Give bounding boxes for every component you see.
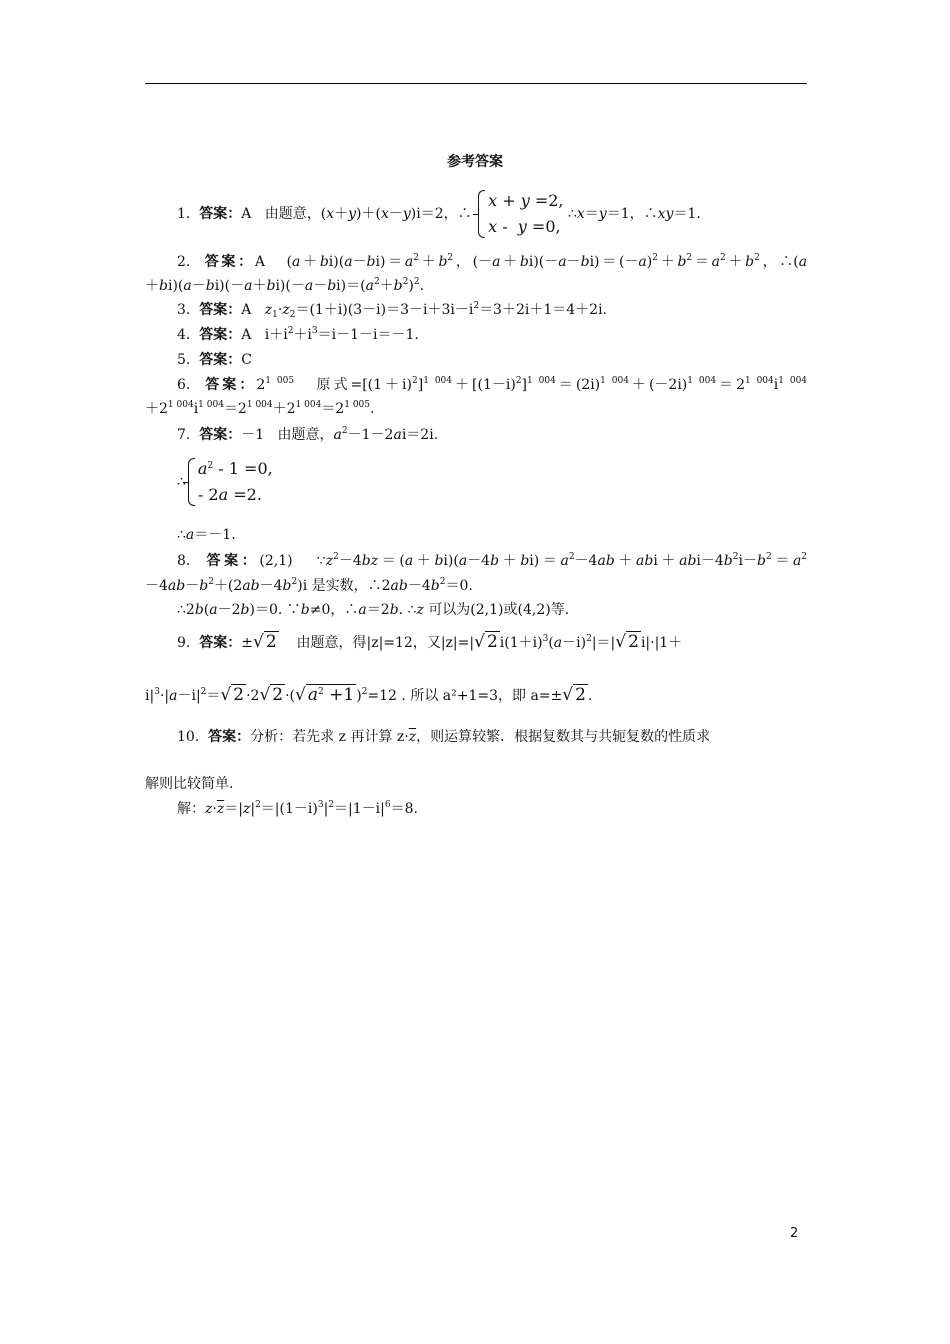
answer-3: 3. 答案：A $z_1\cdot z_2=(1+i)(3-i)=3-i+3i-i^2=3+2i+1=4+2i$. (177, 301, 608, 320)
answer-5: 5. 答案：C (177, 352, 252, 368)
answer-9-cont: $i|^3\cdot|a-i|^2=√$ 2 ·2√ 2 ·(√ $a^2 +1$ )$^2$=12 . 所以 a²+1=3，即 a=±√ 2 . (145, 685, 593, 705)
header-rule (145, 83, 807, 84)
answer-6-cont: $+2^{1 004}i^{1 004}=2^{1 004}+2^{1 004}=2^{1 005}$. (145, 400, 375, 417)
page-title: 参考答案 (447, 154, 503, 170)
answer-1: 1. 答案：A 由题意，(x＋y)＋(x－y)i＝2，∴ x + y =2, x - y =0, ∴x＝y＝1，∴xy＝1. (145, 188, 807, 240)
answer-7-result: ∴a＝－1. (177, 527, 236, 543)
answer-10-solution: 解：$z\cdot\overline{z}=|z|^2=|(1-i)^3|^2=|1-i|^6=8$. (177, 800, 418, 817)
answer-8-cont2: ∴2b(a－2b)＝0. ∵b≠0，∴a＝2b. ∴z 可以为(2,1)或(4,2)等. (177, 602, 570, 618)
equation-system: x + y =2, x - y =0, (476, 188, 563, 240)
answer-4: 4. 答案：A $i+i^2+i^3=i-1-i=-1$. (177, 326, 419, 343)
answer-7-system: ∴ $a^2 - 1 =0$, - 2a =2. (145, 456, 807, 508)
answer-7: 7. 答案：－1 由题意，$a^2-1-2ai=2i$. (177, 426, 439, 443)
answer-2: 2. 答案：A $(a+bi)(a-bi)=a^2+b^2$，$(-a+bi)(-a-bi)=(-a)^2+b^2=a^2+b^2$，∴(a (177, 253, 808, 270)
answer-10: 10. 答案：分析：若先求 z 再计算 $z\cdot\overline{z}$，则运算较繁．根据复数其与共轭复数的性质求 (177, 729, 711, 745)
answer-9: 9. 答案：±√ 2 由题意，得|z|=12，又|z|=|√ 2 $i(1+i)^3(a-i)^2|=|√$ 2 i|·|1＋ (177, 632, 683, 652)
answer-8: 8. 答案：(2,1) $\because z^2-4bz=(a+bi)(a-4b+bi)=a^2-4ab+abi+abi-4b^2i-b^2=a^2$ (177, 552, 808, 569)
answer-2-cont: $+bi)(a-bi)(-a+bi)(-a-bi)=(a^2+b^2)^2$. (145, 277, 425, 294)
answer-10-cont: 解则比较简单． (145, 776, 243, 792)
equation-system: $a^2 - 1 =0$, - 2a =2. (186, 456, 273, 508)
page-number: 2 (790, 1226, 799, 1241)
answer-6: 6. 答案：$2^{1 005}$ 原式$=[(1+i)^2]^{1 004}+[(1-i)^2]^{1 004}=(2i)^{1 004}+(-2i)^{1 004}=2^{1 004}i^{1 004}$ (177, 376, 808, 393)
answer-8-cont: $-4ab-b^2+(2ab-4b^2)i$ 是实数，$\therefore 2ab-4b^2=0$. (145, 577, 473, 594)
